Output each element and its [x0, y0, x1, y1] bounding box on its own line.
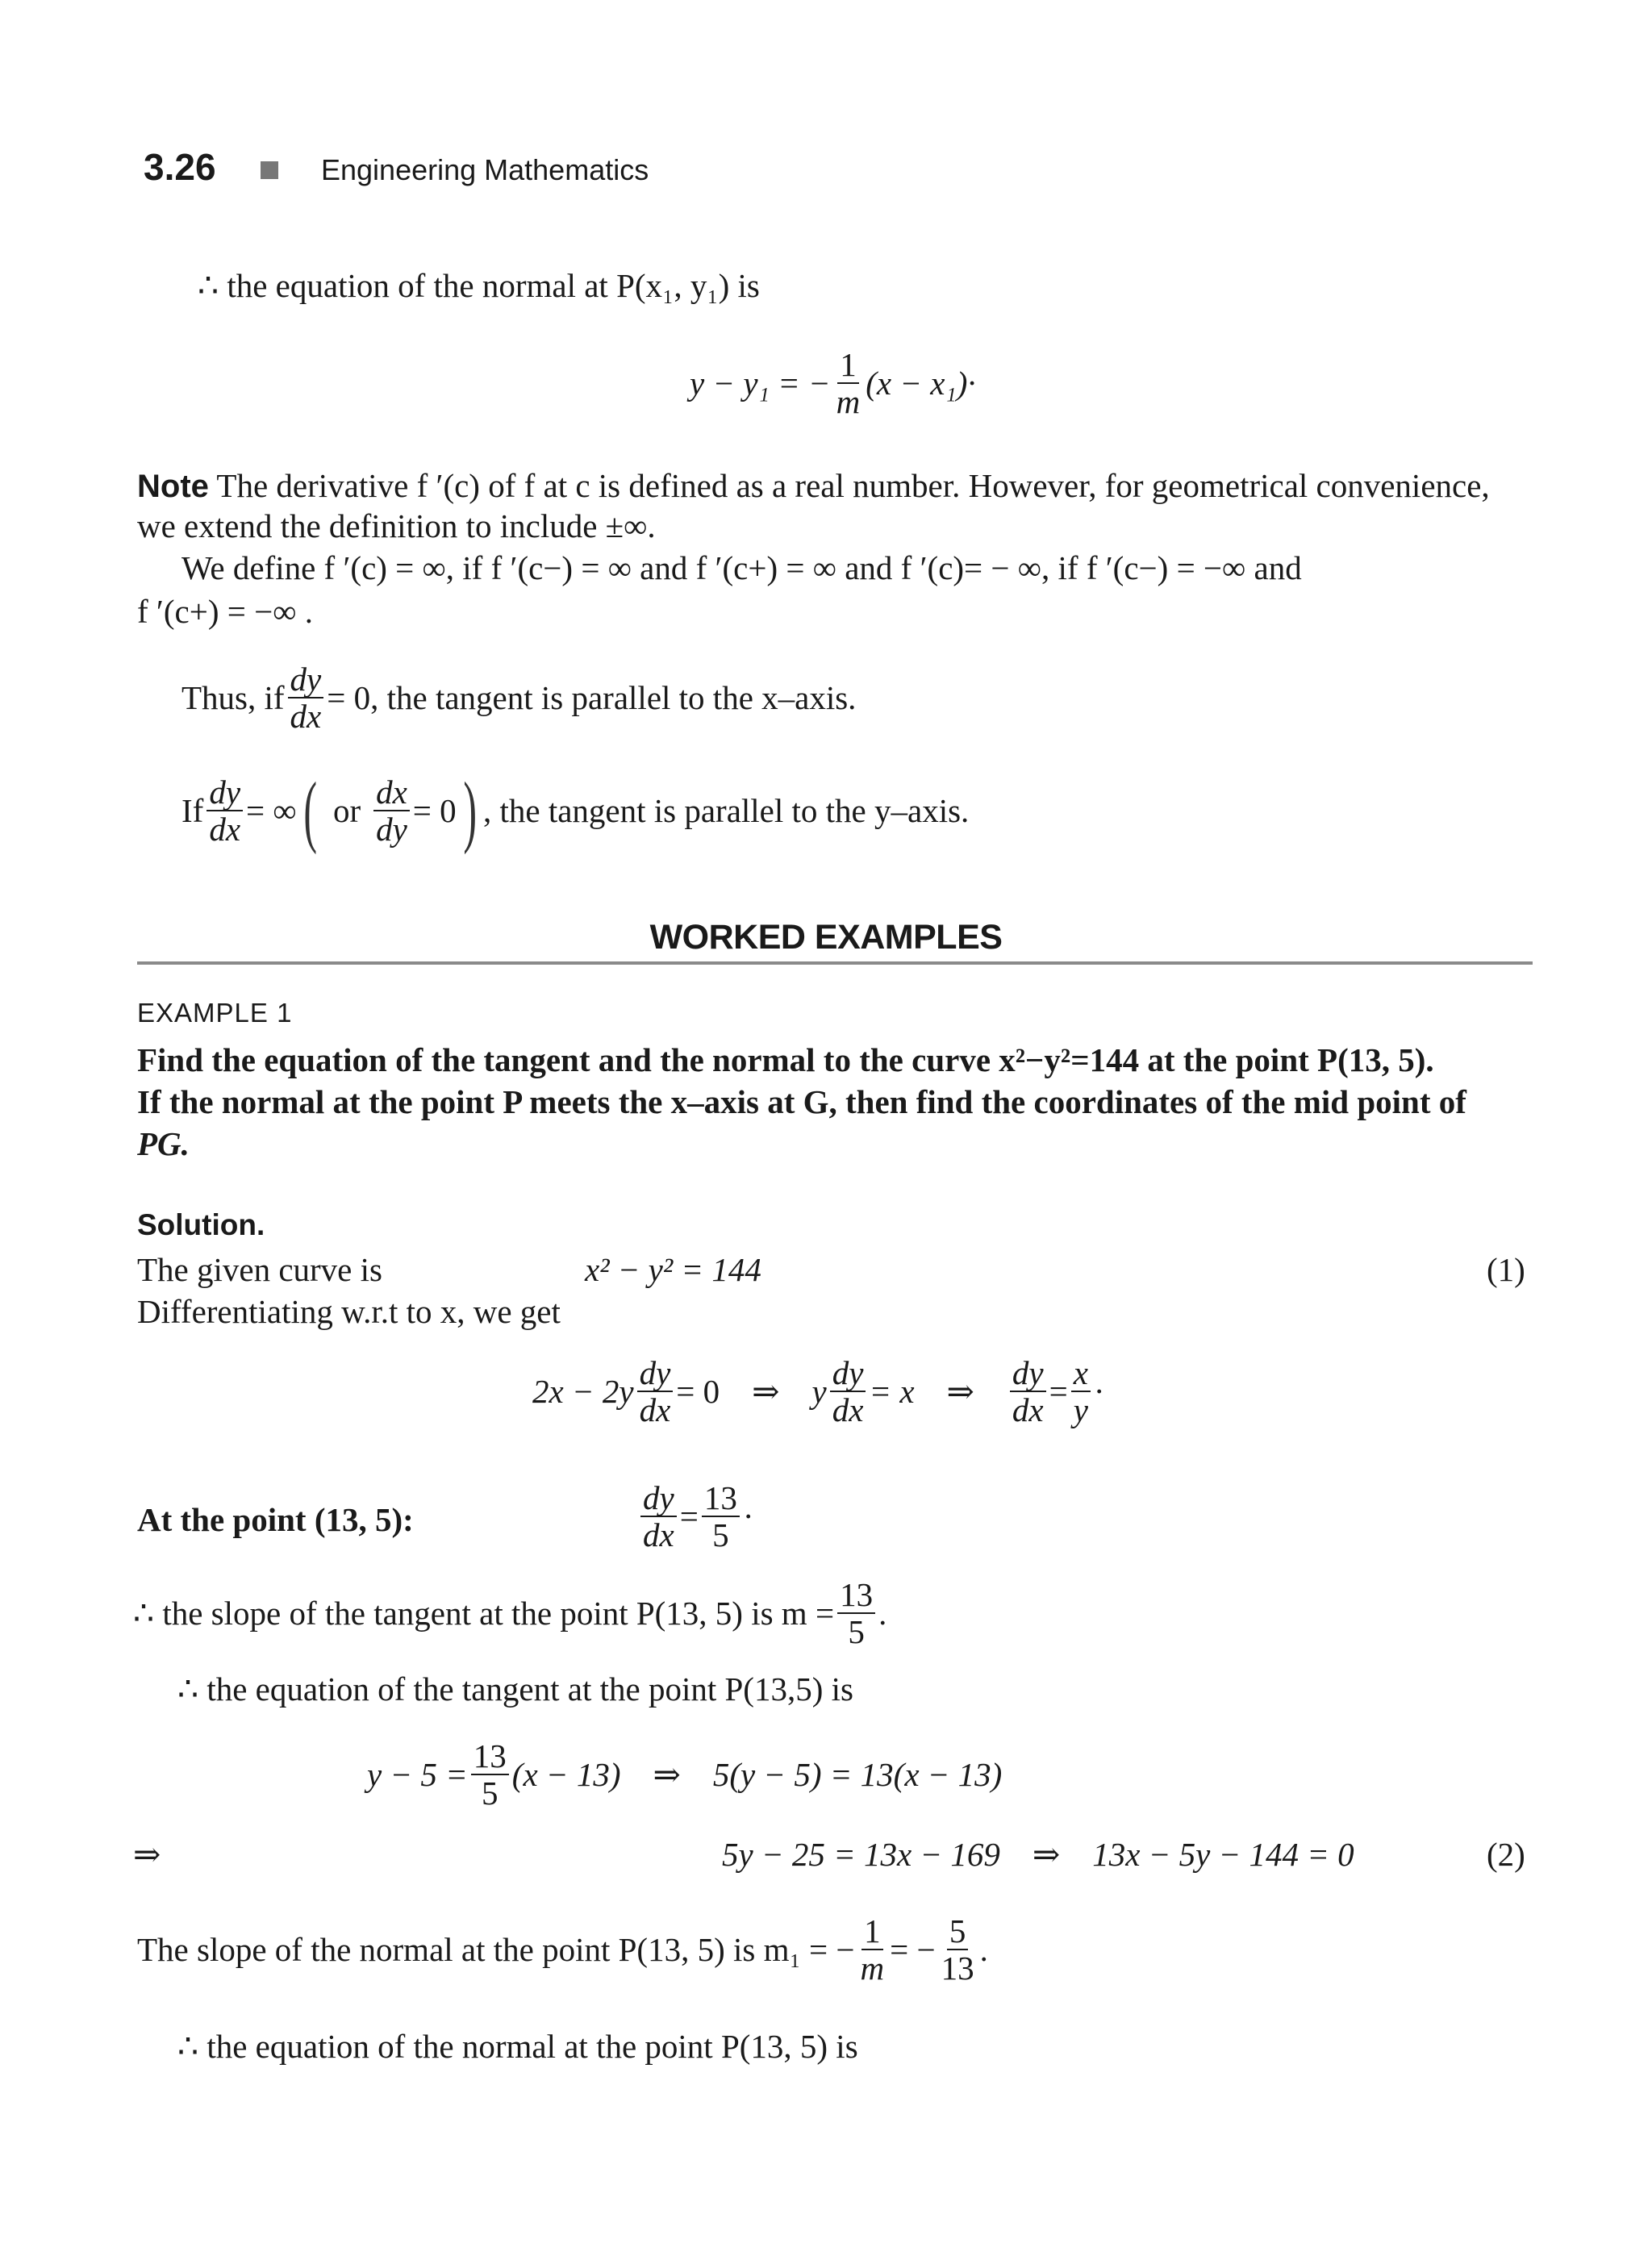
d3-fraction-2	[1071, 1355, 1091, 1428]
t1-num: 13	[471, 1738, 509, 1775]
ns-dot: .	[979, 1931, 988, 1969]
implies-arrow-4: ⇒	[133, 1836, 161, 1873]
implies-arrow-2: ⇒	[946, 1373, 974, 1411]
implies-arrow-1: ⇒	[752, 1373, 780, 1411]
d3-eq: =	[1049, 1373, 1068, 1411]
ap-num: dy	[640, 1480, 677, 1517]
derivative-chain	[532, 1355, 1105, 1428]
d3-den2: y	[1073, 1391, 1088, 1429]
note-line-4: f ′(c+) = −∞ .	[137, 593, 313, 630]
tangent-equation-text: ∴ the equation of the tangent at the point P(13,5) is	[177, 1670, 853, 1708]
d2-lhs: y	[811, 1373, 827, 1411]
ap-dot: ·	[742, 1498, 754, 1536]
at-point-derivative	[637, 1480, 753, 1553]
ns-fraction	[858, 1913, 887, 1987]
d2-rhs: = x	[869, 1373, 915, 1411]
ap-fraction	[640, 1480, 677, 1553]
case2-num2: dx	[373, 774, 410, 811]
question-line-3: PG.	[137, 1125, 190, 1162]
case2-fraction	[206, 774, 243, 848]
ap-den: dx	[643, 1516, 674, 1554]
case1-den: dx	[290, 698, 322, 736]
ns-fraction-2	[939, 1913, 977, 1987]
d3-den: dx	[1012, 1391, 1044, 1429]
d1-num: dy	[637, 1355, 674, 1392]
d3-num2: x	[1071, 1355, 1091, 1392]
d1-lhs: 2x − 2y	[532, 1373, 634, 1411]
ap-fraction-2	[702, 1480, 740, 1553]
d1-den: dx	[639, 1391, 671, 1429]
slope-dot: .	[878, 1595, 887, 1633]
normal-slope-line	[137, 1913, 988, 1987]
normal-eq-lhs: y − y₁ = −	[690, 365, 831, 402]
note-line-2: we extend the definition to include ±∞.	[137, 507, 656, 544]
implies-arrow-3: ⇒	[653, 1756, 681, 1794]
normal-eq-fraction	[834, 347, 863, 420]
tangent-equation-1	[367, 1738, 1002, 1812]
case2-den2: dy	[376, 811, 407, 848]
normal-slope-text: The slope of the normal at the point P(13, 5) is m₁ = −	[137, 1931, 855, 1969]
at-point-label: At the point (13, 5):	[137, 1501, 414, 1538]
tangent-case-horizontal	[181, 661, 856, 735]
case1-fraction	[288, 661, 324, 735]
case2-num: dy	[206, 774, 243, 811]
right-paren-icon: )	[463, 765, 477, 855]
ap-den2: 5	[712, 1516, 729, 1554]
case2-fraction-2	[373, 774, 410, 848]
ap-num2: 13	[702, 1480, 740, 1517]
worked-examples-heading: WORKED EXAMPLES	[649, 918, 1003, 957]
tangent-slope-line	[133, 1577, 886, 1650]
given-curve-equation: x² − y² = 144	[585, 1251, 761, 1288]
case1-eq: = 0	[327, 679, 371, 717]
normal-eq-den: m	[836, 383, 861, 421]
case2-text: , the tangent is parallel to the y–axis.	[482, 792, 970, 829]
ns-den: m	[860, 1950, 885, 1987]
question-line-2: If the normal at the point P meets the x–axis at G, then find the coordinates of the mid point of	[137, 1083, 1466, 1120]
given-curve-text: The given curve is	[137, 1251, 382, 1288]
case2-den: dx	[209, 811, 241, 848]
slope-den: 5	[848, 1613, 865, 1651]
case1-text: , the tangent is parallel to the x–axis.	[370, 679, 857, 717]
normal-equation	[690, 347, 976, 420]
d2-den: dx	[832, 1391, 864, 1429]
tangent-equation-2	[722, 1835, 1354, 1874]
left-paren-icon: (	[302, 765, 317, 855]
tangent-case-vertical	[181, 765, 970, 855]
ns-eq: = −	[890, 1931, 936, 1969]
normal-eq-rhs: (x − x₁)·	[866, 365, 976, 402]
example-label: EXAMPLE 1	[137, 998, 293, 1028]
note-label: Note	[137, 469, 209, 504]
note-line-1	[137, 466, 1490, 505]
t1-lhs: y − 5 =	[367, 1756, 468, 1794]
header-square-icon	[261, 161, 278, 179]
slope-text: ∴ the slope of the tangent at the point P(13, 5) is m =	[133, 1595, 835, 1633]
implies-arrow-5: ⇒	[1032, 1836, 1061, 1873]
normal-equation-text: ∴ the equation of the normal at the point P(13, 5) is	[177, 2028, 858, 2065]
t4: 13x − 5y − 144 = 0	[1092, 1836, 1354, 1873]
d1-fraction	[637, 1355, 674, 1428]
d2-fraction	[830, 1355, 866, 1428]
t1-den: 5	[482, 1774, 499, 1812]
case2-eq: = ∞	[246, 792, 297, 829]
d3-fraction	[1010, 1355, 1046, 1428]
equation-tag-2: (2)	[1487, 1836, 1525, 1873]
t1-rhs: (x − 13)	[511, 1756, 621, 1794]
slope-fraction	[837, 1577, 875, 1650]
differentiating-text: Differentiating w.r.t to x, we get	[137, 1293, 561, 1330]
t1-fraction	[471, 1738, 509, 1812]
heading-divider	[137, 961, 1533, 965]
ap-eq: =	[679, 1498, 699, 1536]
solution-label: Solution.	[137, 1208, 265, 1241]
ns-num2: 5	[947, 1913, 969, 1950]
equation-tag-1: (1)	[1487, 1251, 1525, 1288]
case1-prefix: Thus, if	[181, 679, 285, 717]
ns-den2: 13	[941, 1950, 974, 1987]
d3-num: dy	[1010, 1355, 1046, 1392]
case2-prefix: If	[181, 792, 204, 829]
t3: 5y − 25 = 13x − 169	[722, 1836, 1000, 1873]
book-title: Engineering Mathematics	[321, 153, 649, 186]
slope-num: 13	[837, 1577, 875, 1614]
case1-num: dy	[288, 661, 324, 698]
d1-rhs: = 0	[676, 1373, 720, 1411]
t2: 5(y − 5) = 13(x − 13)	[712, 1756, 1003, 1794]
page-number: 3.26	[144, 146, 216, 188]
normal-eq-num: 1	[837, 347, 859, 384]
d2-num: dy	[830, 1355, 866, 1392]
note-text-1: The derivative f ′(c) of f at c is defined as a real number. However, for geometrical convenience,	[216, 467, 1490, 504]
normal-intro-line: ∴ the equation of the normal at P(x₁, y₁) is	[198, 267, 760, 304]
d3-dot: ·	[1093, 1373, 1105, 1411]
ns-num: 1	[861, 1913, 883, 1950]
note-line-3: We define f ′(c) = ∞, if f ′(c−) = ∞ and f ′(c+) = ∞ and f ′(c)= − ∞, if f ′(c−) = −∞ and	[181, 549, 1302, 586]
case2-or: or	[332, 792, 361, 829]
question-line-1: Find the equation of the tangent and the normal to the curve x²−y²=144 at the point P(13, 5).	[137, 1041, 1434, 1078]
case2-eq2: = 0	[412, 792, 457, 829]
